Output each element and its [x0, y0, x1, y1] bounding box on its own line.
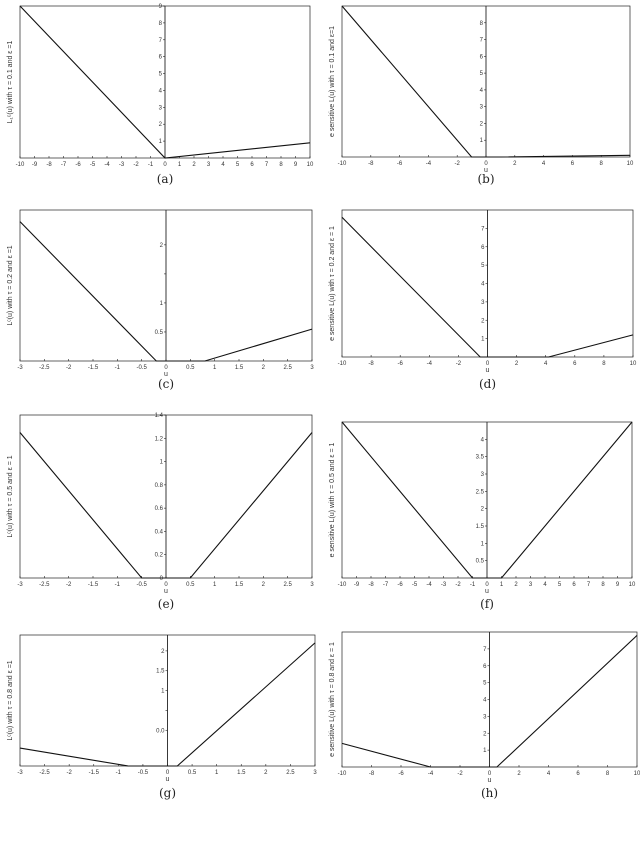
- x-tick-label: 8: [605, 771, 610, 777]
- x-tick-label: 10: [628, 582, 636, 588]
- x-tick-label: -8: [368, 771, 375, 777]
- x-tick-label: -4: [426, 582, 432, 588]
- x-tick-label: -8: [368, 361, 374, 367]
- y-tick-label: 1: [158, 139, 162, 146]
- y-tick-label: 0.6: [154, 506, 163, 513]
- x-tick-label: -2: [457, 771, 463, 777]
- x-tick-label: 2.5: [283, 365, 292, 371]
- x-tick-label: -10: [337, 361, 347, 367]
- y-tick-label: 7: [483, 646, 487, 653]
- chart-panel-g: [7, 635, 317, 800]
- x-tick-label: -1: [147, 162, 154, 168]
- y-axis-label: e sensitive L(u) with τ = 0.1 and ε=1: [329, 26, 336, 137]
- x-tick-label: -3: [118, 162, 125, 168]
- y-tick-label: 7: [481, 226, 485, 233]
- chart-panel-a: [7, 4, 314, 186]
- y-tick-label: 1: [159, 459, 163, 466]
- x-tick-label: -2: [133, 162, 139, 168]
- x-tick-label: 2: [514, 361, 519, 367]
- x-tick-label: 2: [261, 365, 266, 371]
- x-tick-label: 1: [177, 162, 182, 168]
- x-tick-label: -1.5: [87, 365, 99, 371]
- x-tick-label: -6: [75, 162, 81, 168]
- y-tick-label: 0.4: [154, 529, 163, 536]
- x-tick-label: 0: [485, 582, 489, 588]
- y-tick-label: 0.2: [154, 552, 163, 559]
- y-tick-label: 1.2: [154, 436, 163, 443]
- x-tick-label: -0.5: [136, 582, 147, 588]
- y-axis-label: Lᶜ(u) with τ = 0.5 and ε = 1: [7, 455, 14, 538]
- x-tick-label: -10: [15, 162, 25, 168]
- x-tick-label: -2: [65, 365, 72, 371]
- x-tick-label: -3: [440, 582, 447, 588]
- x-tick-label: -1: [114, 365, 121, 371]
- x-tick-label: 3: [206, 162, 211, 168]
- y-tick-label: 1.5: [156, 668, 165, 675]
- x-tick-label: 8: [279, 162, 283, 168]
- x-tick-label: 8: [599, 161, 603, 167]
- x-tick-label: 9: [293, 162, 298, 168]
- x-tick-label: 2: [517, 771, 521, 777]
- x-tick-label: 3: [310, 365, 314, 371]
- x-axis-label: u: [484, 167, 488, 174]
- y-tick-label: 3: [481, 299, 485, 306]
- x-tick-label: -4: [425, 161, 432, 167]
- x-tick-label: -6: [396, 161, 403, 167]
- panel-caption: (h): [480, 786, 499, 800]
- x-tick-label: 1.5: [237, 770, 246, 776]
- panel-caption: (f): [480, 597, 494, 611]
- y-tick-label: 4: [479, 87, 483, 94]
- x-tick-label: -2: [66, 770, 72, 776]
- y-tick-label: 9: [158, 4, 162, 10]
- y-axis-label: Lᶜ(u) with τ = 0.2 and ε =1: [7, 245, 14, 326]
- y-axis-label: e sensitive L(u) with τ = 0.8 and ε = 1: [329, 642, 336, 757]
- y-tick-label: 4: [480, 437, 484, 444]
- x-tick-label: 1: [214, 770, 219, 776]
- y-tick-label: 1.4: [154, 413, 163, 419]
- y-tick-label: 2: [479, 121, 483, 128]
- y-axis-label: e sensitive L(u) with τ = 0.5 and ε = 1: [329, 442, 336, 558]
- x-tick-label: 3: [528, 582, 533, 588]
- x-tick-label: 6: [573, 361, 577, 367]
- x-tick-label: -6: [398, 771, 404, 777]
- x-tick-label: 0.5: [187, 770, 197, 776]
- x-tick-label: 2: [192, 162, 196, 168]
- x-tick-label: -0.5: [137, 770, 149, 776]
- x-tick-label: -2.5: [39, 365, 50, 371]
- x-tick-label: 7: [586, 582, 591, 588]
- y-tick-label: 6: [481, 244, 485, 251]
- y-tick-label: 3.5: [475, 454, 484, 461]
- y-tick-label: 1: [161, 688, 165, 695]
- x-tick-label: -6: [397, 582, 403, 588]
- x-tick-label: -4: [427, 771, 434, 777]
- y-tick-label: 4: [481, 281, 485, 288]
- x-tick-label: 2: [264, 770, 268, 776]
- x-tick-label: -1: [115, 770, 122, 776]
- chart-panel-c: [7, 210, 314, 391]
- x-tick-label: 2: [513, 161, 517, 167]
- x-tick-label: 0: [165, 770, 170, 776]
- panel-caption: (a): [156, 172, 174, 186]
- y-tick-label: 4: [158, 88, 162, 95]
- y-tick-label: 0.5: [154, 329, 163, 336]
- x-tick-label: 2: [514, 582, 518, 588]
- y-tick-label: 5: [481, 263, 485, 270]
- x-tick-label: 6: [250, 162, 254, 168]
- x-tick-label: 2.5: [283, 582, 292, 588]
- y-tick-label: 6: [479, 54, 483, 61]
- y-tick-label: 2: [480, 506, 484, 513]
- x-tick-label: -4: [104, 162, 110, 168]
- x-tick-label: 1.5: [234, 582, 244, 588]
- x-tick-label: -8: [368, 582, 374, 588]
- panel-caption: (c): [157, 377, 175, 391]
- x-axis-label: u: [164, 371, 168, 378]
- x-tick-label: 8: [601, 582, 605, 588]
- x-tick-label: 0: [163, 162, 167, 168]
- chart-panel-e: [7, 413, 314, 611]
- x-tick-label: 10: [629, 361, 637, 367]
- x-tick-label: -9: [353, 582, 360, 588]
- chart-panel-h: [329, 632, 640, 800]
- x-tick-label: -1.5: [87, 582, 99, 588]
- y-tick-label: 2.5: [475, 489, 484, 496]
- panel-caption: (g): [158, 786, 177, 800]
- y-axis-label: e sensitive L(u) with τ = 0.2 and ε = 1: [329, 226, 336, 341]
- x-tick-label: -5: [89, 162, 96, 168]
- x-tick-label: -10: [337, 161, 347, 167]
- y-tick-label: 1: [480, 541, 484, 548]
- chart-panel-b: [329, 6, 634, 186]
- y-tick-label: 1: [483, 748, 487, 755]
- x-tick-label: -2.5: [39, 582, 50, 588]
- x-tick-label: 4: [544, 361, 548, 367]
- x-tick-label: 3: [313, 770, 317, 776]
- y-tick-label: 1: [481, 336, 485, 343]
- y-tick-label: 2: [483, 731, 487, 738]
- x-tick-label: 5: [557, 582, 562, 588]
- x-tick-label: -6: [397, 361, 403, 367]
- y-tick-label: 4: [483, 697, 487, 704]
- x-axis-label: u: [164, 588, 168, 595]
- x-tick-label: 0: [487, 771, 492, 777]
- x-tick-label: 5: [235, 162, 240, 168]
- x-tick-label: 1: [212, 582, 217, 588]
- y-axis-label: L₁ᶜ(u) with τ = 0.1 and ε =1: [7, 40, 14, 124]
- chart-panel-d: [329, 210, 637, 391]
- panel-caption: (b): [477, 172, 495, 186]
- x-tick-label: 0: [164, 582, 168, 588]
- x-tick-label: -3: [17, 582, 23, 588]
- x-tick-label: 0: [164, 365, 168, 371]
- x-tick-label: 10: [633, 771, 640, 777]
- y-tick-label: 5: [483, 680, 487, 687]
- y-tick-label: 5: [479, 71, 483, 78]
- y-tick-label: 8: [158, 20, 162, 27]
- y-tick-label: 0.8: [154, 482, 163, 489]
- x-tick-label: 4: [541, 161, 546, 167]
- y-tick-label: 2: [161, 648, 165, 655]
- x-tick-label: -7: [382, 582, 389, 588]
- x-tick-label: 0: [485, 361, 490, 367]
- x-tick-label: -3: [17, 365, 23, 371]
- y-tick-label: 2: [481, 318, 485, 325]
- x-tick-label: 10: [306, 162, 314, 168]
- x-tick-label: -1: [469, 582, 476, 588]
- x-axis-label: u: [485, 588, 489, 595]
- y-tick-label: 7: [479, 37, 483, 44]
- x-tick-label: -8: [46, 162, 52, 168]
- x-axis-label: u: [485, 367, 490, 374]
- x-tick-label: 7: [264, 162, 269, 168]
- x-tick-label: -10: [337, 582, 347, 588]
- x-tick-label: 3: [310, 582, 314, 588]
- x-tick-label: 9: [615, 582, 620, 588]
- x-tick-label: 2: [261, 582, 266, 588]
- x-axis-label: u: [165, 776, 170, 783]
- x-tick-label: 6: [576, 771, 580, 777]
- x-tick-label: -1.5: [88, 770, 99, 776]
- x-tick-label: -2.5: [39, 770, 50, 776]
- x-tick-label: -2: [454, 161, 460, 167]
- y-tick-label: 3: [479, 104, 483, 111]
- x-tick-label: 4: [546, 771, 551, 777]
- x-tick-label: 8: [602, 361, 606, 367]
- x-tick-label: -9: [31, 162, 38, 168]
- x-tick-label: -7: [60, 162, 67, 168]
- y-tick-label: 1: [159, 300, 163, 307]
- y-tick-label: 0.5: [475, 558, 484, 565]
- x-tick-label: -4: [426, 361, 432, 367]
- x-tick-label: 1: [212, 365, 217, 371]
- x-tick-label: -2: [455, 582, 461, 588]
- panel-caption: (d): [478, 377, 497, 391]
- x-tick-label: -2: [455, 361, 462, 367]
- x-tick-label: 0: [484, 161, 488, 167]
- x-tick-label: -5: [411, 582, 418, 588]
- y-tick-label: 6: [158, 54, 162, 61]
- chart-panel-f: [329, 422, 636, 611]
- x-tick-label: -1: [114, 582, 121, 588]
- y-tick-label: 8: [479, 20, 483, 27]
- x-tick-label: 2.5: [286, 770, 295, 776]
- y-tick-label: 3: [480, 472, 484, 478]
- y-tick-label: 0: [159, 576, 163, 582]
- y-tick-label: 6: [483, 663, 487, 670]
- x-tick-label: 4: [543, 582, 547, 588]
- y-tick-label: 1.5: [475, 524, 484, 530]
- x-tick-label: 6: [572, 582, 576, 588]
- y-tick-label: 1: [479, 138, 483, 145]
- x-tick-label: -2: [65, 582, 72, 588]
- y-tick-label: 3: [158, 105, 162, 112]
- x-axis-label: u: [487, 777, 492, 784]
- x-tick-label: -0.5: [136, 365, 147, 371]
- x-tick-label: 0.5: [186, 582, 195, 588]
- y-tick-label: 2: [159, 242, 163, 249]
- y-axis-label: Lᶜ(u) with τ = 0.8 and ε =1: [7, 660, 14, 741]
- y-tick-label: 0.0: [156, 728, 165, 735]
- x-tick-label: -8: [368, 161, 374, 167]
- x-tick-label: 0.5: [186, 365, 195, 371]
- x-tick-label: -3: [17, 770, 23, 776]
- y-tick-label: 2: [158, 122, 162, 129]
- x-tick-label: 10: [626, 161, 634, 167]
- x-tick-label: 6: [570, 161, 575, 167]
- y-tick-label: 3: [483, 714, 487, 721]
- panel-caption: (e): [157, 597, 175, 611]
- x-tick-label: 1.5: [234, 365, 244, 371]
- x-tick-label: 4: [221, 162, 225, 168]
- x-tick-label: 1: [499, 582, 504, 588]
- y-tick-label: 7: [158, 37, 162, 44]
- x-tick-label: -10: [337, 771, 347, 777]
- y-tick-label: 5: [158, 71, 162, 78]
